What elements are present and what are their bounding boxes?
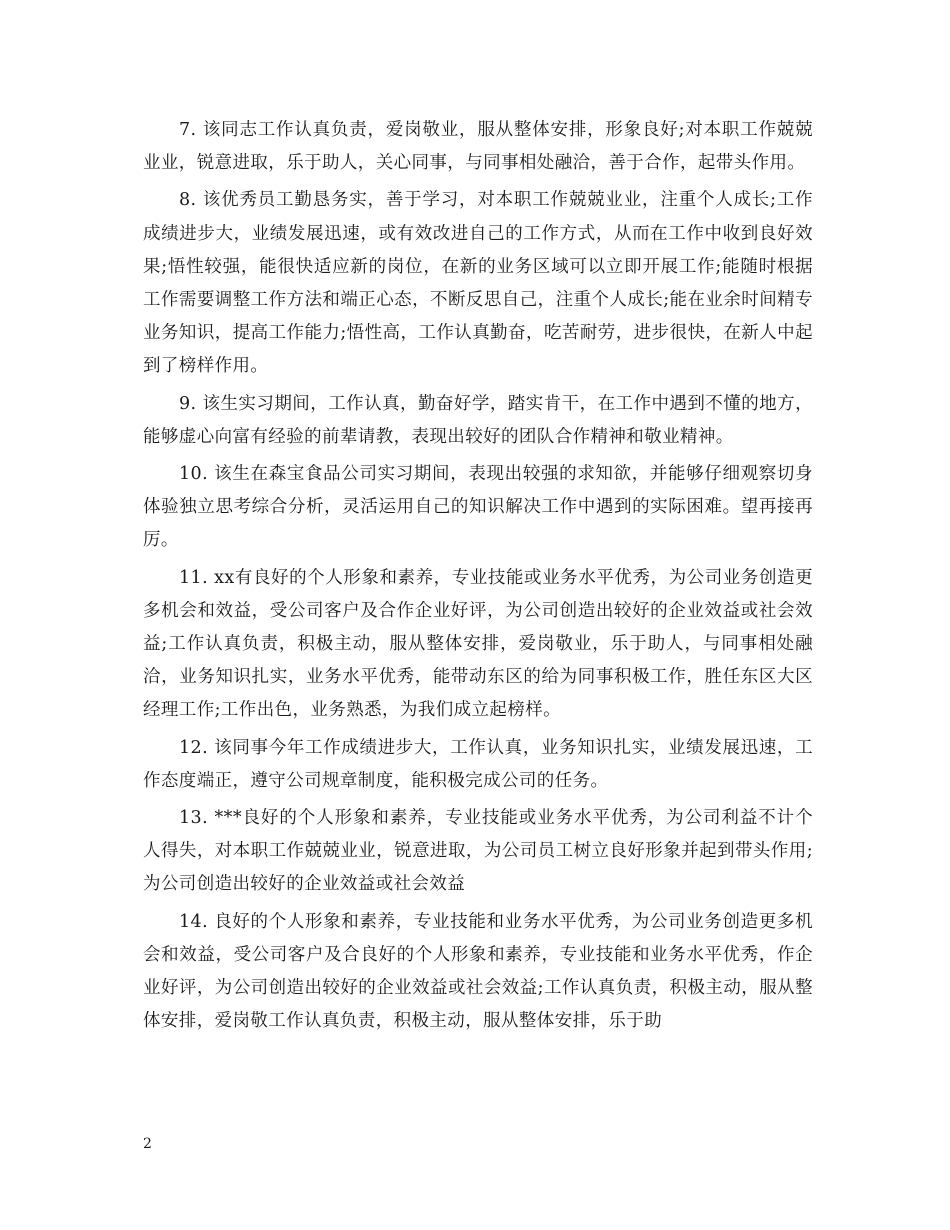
paragraph-14: 14. 良好的个人形象和素养，专业技能和业务水平优秀，为公司业务创造更多机会和效益，受公司客户及合良好的个人形象和素养，专业技能和业务水平优秀，作企业好评，为公司创造出较好的企业效益或社会效益;工作认真负责，积极主动，服从整体安排，爱岗敬工作认真负责，积极主动，服从整体安排，乐于助 <box>143 911 813 1032</box>
paragraph-11: 11. xx有良好的个人形象和素养，专业技能或业务水平优秀，为公司业务创造更多机会和效益，受公司客户及合作企业好评，为公司创造出较好的企业效益或社会效益;工作认真负责，积极主动，服从整体安排，爱岗敬业，乐于助人，与同事相处融洽，业务知识扎实，业务水平优秀，能带动东区的给为同事积极工作，胜任东区大区经理工作;工作出色，业务熟悉，为我们成立起榜样。 <box>143 567 813 721</box>
paragraph-12: 12. 该同事今年工作成绩进步大，工作认真，业务知识扎实，业绩发展迅速，工作态度端正，遵守公司规章制度，能积极完成公司的任务。 <box>143 737 813 791</box>
document-body <box>143 114 813 1042</box>
paragraph-13: 13. ***良好的个人形象和素养，专业技能或业务水平优秀，为公司利益不计个人得失，对本职工作兢兢业业，锐意进取，为公司员工树立良好形象并起到带头作用;为公司创造出较好的企业效益或社会效益 <box>143 808 813 895</box>
paragraph-10: 10. 该生在森宝食品公司实习期间，表现出较强的求知欲，并能够仔细观察切身体验独立思考综合分析，灵活运用自己的知识解决工作中遇到的实际困难。望再接再厉。 <box>143 464 813 551</box>
paragraph-8: 8. 该优秀员工勤恳务实，善于学习，对本职工作兢兢业业，注重个人成长;工作成绩进步大，业绩发展迅速，或有效改进自己的工作方式，从而在工作中收到良好效果;悟性较强，能很快适应新的岗位，在新的业务区域可以立即开展工作;能随时根据工作需要调整工作方法和端正心态，不断反思自己，注重个人成长;能在业余时间精专业务知识，提高工作能力;悟性高，工作认真勤奋，吃苦耐劳，进步很快，在新人中起到了榜样作用。 <box>143 190 813 377</box>
paragraph-7: 7. 该同志工作认真负责，爱岗敬业，服从整体安排，形象良好;对本职工作兢兢业业，锐意进取，乐于助人，关心同事，与同事相处融洽，善于合作，起带头作用。 <box>143 120 813 174</box>
paragraph-9: 9. 该生实习期间，工作认真，勤奋好学，踏实肯干，在工作中遇到不懂的地方，能够虚心向富有经验的前辈请教，表现出较好的团队合作精神和敬业精神。 <box>143 393 813 447</box>
page-number: 2 <box>143 1136 152 1152</box>
